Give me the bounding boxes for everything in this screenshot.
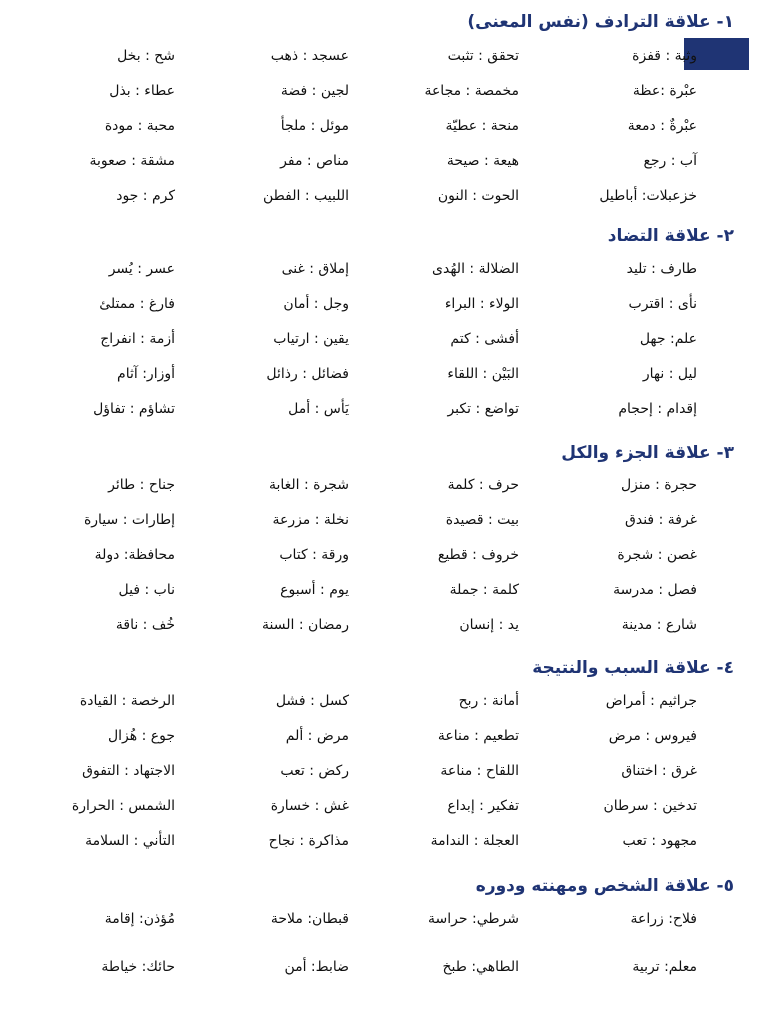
word-pair: اللبيب : الفطن <box>263 188 349 204</box>
word-pair: هيعة : صيحة <box>446 153 519 169</box>
word-pair: آب : رجع <box>643 153 697 169</box>
word-pair: يوم : أسبوع <box>280 582 349 598</box>
word-pair: اللقاح : مناعة <box>440 763 519 779</box>
word-pair: العجلة : الندامة <box>430 833 519 849</box>
word-pair: وجل : أمان <box>283 296 349 312</box>
word-pair: عبْرة :عظة <box>632 83 697 99</box>
word-pair: طارف : تليد <box>626 261 697 277</box>
word-pair: موئل : ملجأ <box>280 118 349 134</box>
section-heading-3: ٣- علاقة الجزء والكل <box>561 443 734 463</box>
word-pair: أوزار: آثام <box>117 366 175 382</box>
word-pair: أفشى : كتم <box>450 331 519 347</box>
word-pair: مذاكرة : نجاح <box>268 833 349 849</box>
word-pair: الضلالة : الهُدى <box>432 261 519 277</box>
word-pair: تفكير : إبداع <box>447 798 519 814</box>
word-pair: منحة : عطيّة <box>445 118 519 134</box>
word-pair: بيت : قصيدة <box>445 512 519 528</box>
word-pair: محافظة: دولة <box>94 547 175 563</box>
word-pair: حجرة : منزل <box>621 477 697 493</box>
word-pair: فارغ : ممتلئ <box>99 296 175 312</box>
word-pair: البَيْن : اللقاء <box>447 366 519 382</box>
word-pair: رمضان : السنة <box>262 617 349 633</box>
word-pair: نخلة : مزرعة <box>272 512 349 528</box>
word-pair: مجهود : تعب <box>622 833 697 849</box>
word-pair: خُف : ناقة <box>115 617 175 633</box>
section-heading-4: ٤- علاقة السبب والنتيجة <box>532 658 734 678</box>
word-pair: حائك: خياطة <box>101 959 175 975</box>
word-pair: غرق : اختناق <box>621 763 697 779</box>
word-pair: الطاهي: طبخ <box>442 959 519 975</box>
word-pair: عسر : يُسر <box>108 261 175 277</box>
word-pair: تطعيم : مناعة <box>437 728 519 744</box>
word-pair: الولاء : البراء <box>444 296 519 312</box>
word-pair: مرض : ألم <box>285 728 349 744</box>
word-pair: الرخصة : القيادة <box>79 693 175 709</box>
word-pair: جوع : هُزال <box>107 728 175 744</box>
word-pair: جناح : طائر <box>108 477 175 493</box>
word-pair: قبطان: ملاحة <box>270 911 349 927</box>
word-pair: تدخين : سرطان <box>603 798 697 814</box>
word-pair: جراثيم : أمراض <box>605 693 697 709</box>
word-pair: تواضع : تكبر <box>447 401 519 417</box>
word-pair: ركض : تعب <box>280 763 349 779</box>
word-pair: فلاح: زراعة <box>630 911 697 927</box>
word-pair: تشاؤم : تفاؤل <box>93 401 175 417</box>
word-pair: وثبة : قفزة <box>632 48 697 64</box>
word-pair: إقدام : إحجام <box>618 401 697 417</box>
word-pair: علم: جهل <box>639 331 697 347</box>
word-pair: معلم: تربية <box>632 959 697 975</box>
word-pair: مخمصة : مجاعة <box>424 83 519 99</box>
word-pair: يقين : ارتياب <box>273 331 349 347</box>
word-pair: خزعبلات: أباطيل <box>599 188 697 204</box>
section-heading-1: ١- علاقة الترادف (نفس المعنى) <box>467 12 734 32</box>
word-pair: الاجتهاد : التفوق <box>82 763 175 779</box>
word-pair: عسجد : ذهب <box>270 48 349 64</box>
word-pair: لجين : فضة <box>280 83 349 99</box>
word-pair: التأني : السلامة <box>85 833 175 849</box>
word-pair: غش : خسارة <box>270 798 349 814</box>
word-pair: فيروس : مرض <box>608 728 697 744</box>
word-pair: ليل : نهار <box>642 366 697 382</box>
word-pair: مُؤذن: إقامة <box>104 911 175 927</box>
word-pair: غصن : شجرة <box>617 547 697 563</box>
word-pair: محبة : مودة <box>104 118 175 134</box>
word-pair: غرفة : فندق <box>625 512 697 528</box>
word-pair: نأى : اقترب <box>628 296 697 312</box>
word-pair: شح : بخل <box>117 48 175 64</box>
word-pair: الشمس : الحرارة <box>71 798 175 814</box>
word-pair: الحوت : النون <box>437 188 519 204</box>
word-pair: مناص : مفر <box>280 153 349 169</box>
word-pair: فصل : مدرسة <box>613 582 697 598</box>
word-pair: كرم : جود <box>116 188 175 204</box>
word-pair: تحقق : تثبت <box>447 48 519 64</box>
word-pair: ورقة : كتاب <box>279 547 349 563</box>
word-pair: شرطي: حراسة <box>428 911 519 927</box>
word-pair: شارع : مدينة <box>621 617 697 633</box>
word-pair: أزمة : انفراج <box>100 331 175 347</box>
word-pair: يَأس : أمل <box>288 401 349 417</box>
word-pair: أمانة : ربح <box>458 693 519 709</box>
word-pair: شجرة : الغابة <box>268 477 349 493</box>
section-heading-2: ٢- علاقة التضاد <box>607 226 734 246</box>
word-pair: إملاق : غنى <box>281 261 349 277</box>
word-pair: فضائل : رذائل <box>266 366 349 382</box>
section-heading-5: ٥- علاقة الشخص ومهنته ودوره <box>475 876 734 896</box>
word-pair: خروف : قطيع <box>437 547 519 563</box>
word-pair: كسل : فشل <box>275 693 349 709</box>
word-pair: كلمة : جملة <box>449 582 519 598</box>
word-pair: ضابط: أمن <box>284 959 349 975</box>
word-pair: عبْرةٌ : دمعة <box>627 118 697 134</box>
word-pair: مشقة : صعوبة <box>89 153 175 169</box>
word-pair: ناب : فيل <box>118 582 175 598</box>
word-pair: يد : إنسان <box>459 617 519 633</box>
word-pair: إطارات : سيارة <box>83 512 175 528</box>
word-pair: حرف : كلمة <box>447 477 519 493</box>
word-pair: عطاء : بذل <box>109 83 175 99</box>
